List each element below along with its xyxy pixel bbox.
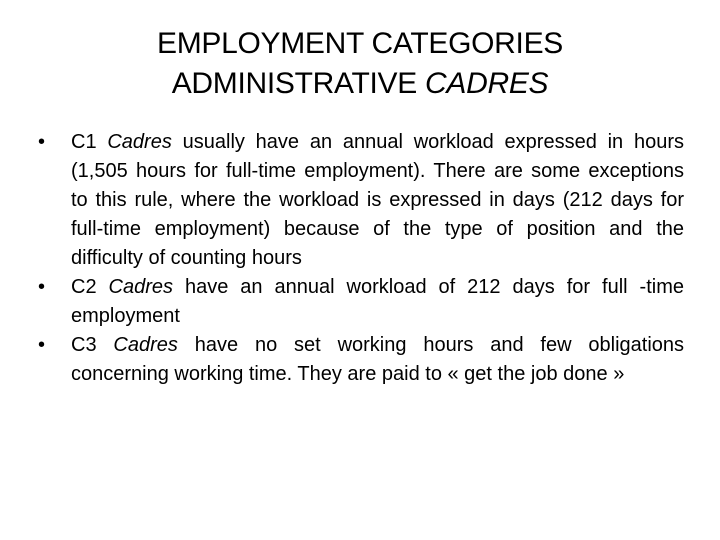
title-line-2-italic: CADRES: [425, 67, 549, 100]
title-line-2: [0, 64, 720, 104]
bullet-c2-text: have an annual workload of 212 days for full -time employment: [71, 276, 684, 327]
bullet-c3-prefix: C3: [71, 334, 114, 356]
bullet-item-c3: [36, 331, 684, 389]
bullet-c1-italic: Cadres: [107, 131, 172, 153]
bullet-c2-prefix: C2: [71, 276, 109, 298]
bullet-c3-text: have no set working hours and few obligations concerning working time. They are paid to « get the job done »: [71, 334, 685, 385]
bullet-dot-icon: •: [38, 131, 46, 153]
bullet-c3-italic: Cadres: [113, 334, 178, 356]
bullet-list: [36, 128, 684, 389]
slide-title: [0, 24, 720, 104]
title-line-2-prefix: ADMINISTRATIVE: [171, 67, 426, 100]
bullet-item-c1: [36, 128, 684, 273]
bullet-c1-prefix: C1: [71, 131, 108, 153]
bullet-c2-italic: Cadres: [108, 276, 174, 298]
bullet-dot-icon: •: [38, 276, 46, 298]
bullet-c1-text: usually have an annual workload expressed in hours (1,505 hours for full-time employment). There are some exceptions to this rule, where the workload is expressed in days (212 days for full-time employment) because of the type of position and the difficulty of counting hours: [71, 131, 684, 269]
bullet-item-c2: [36, 273, 684, 331]
bullet-dot-icon: •: [38, 334, 46, 356]
title-line-1: EMPLOYMENT CATEGORIES: [157, 27, 563, 60]
